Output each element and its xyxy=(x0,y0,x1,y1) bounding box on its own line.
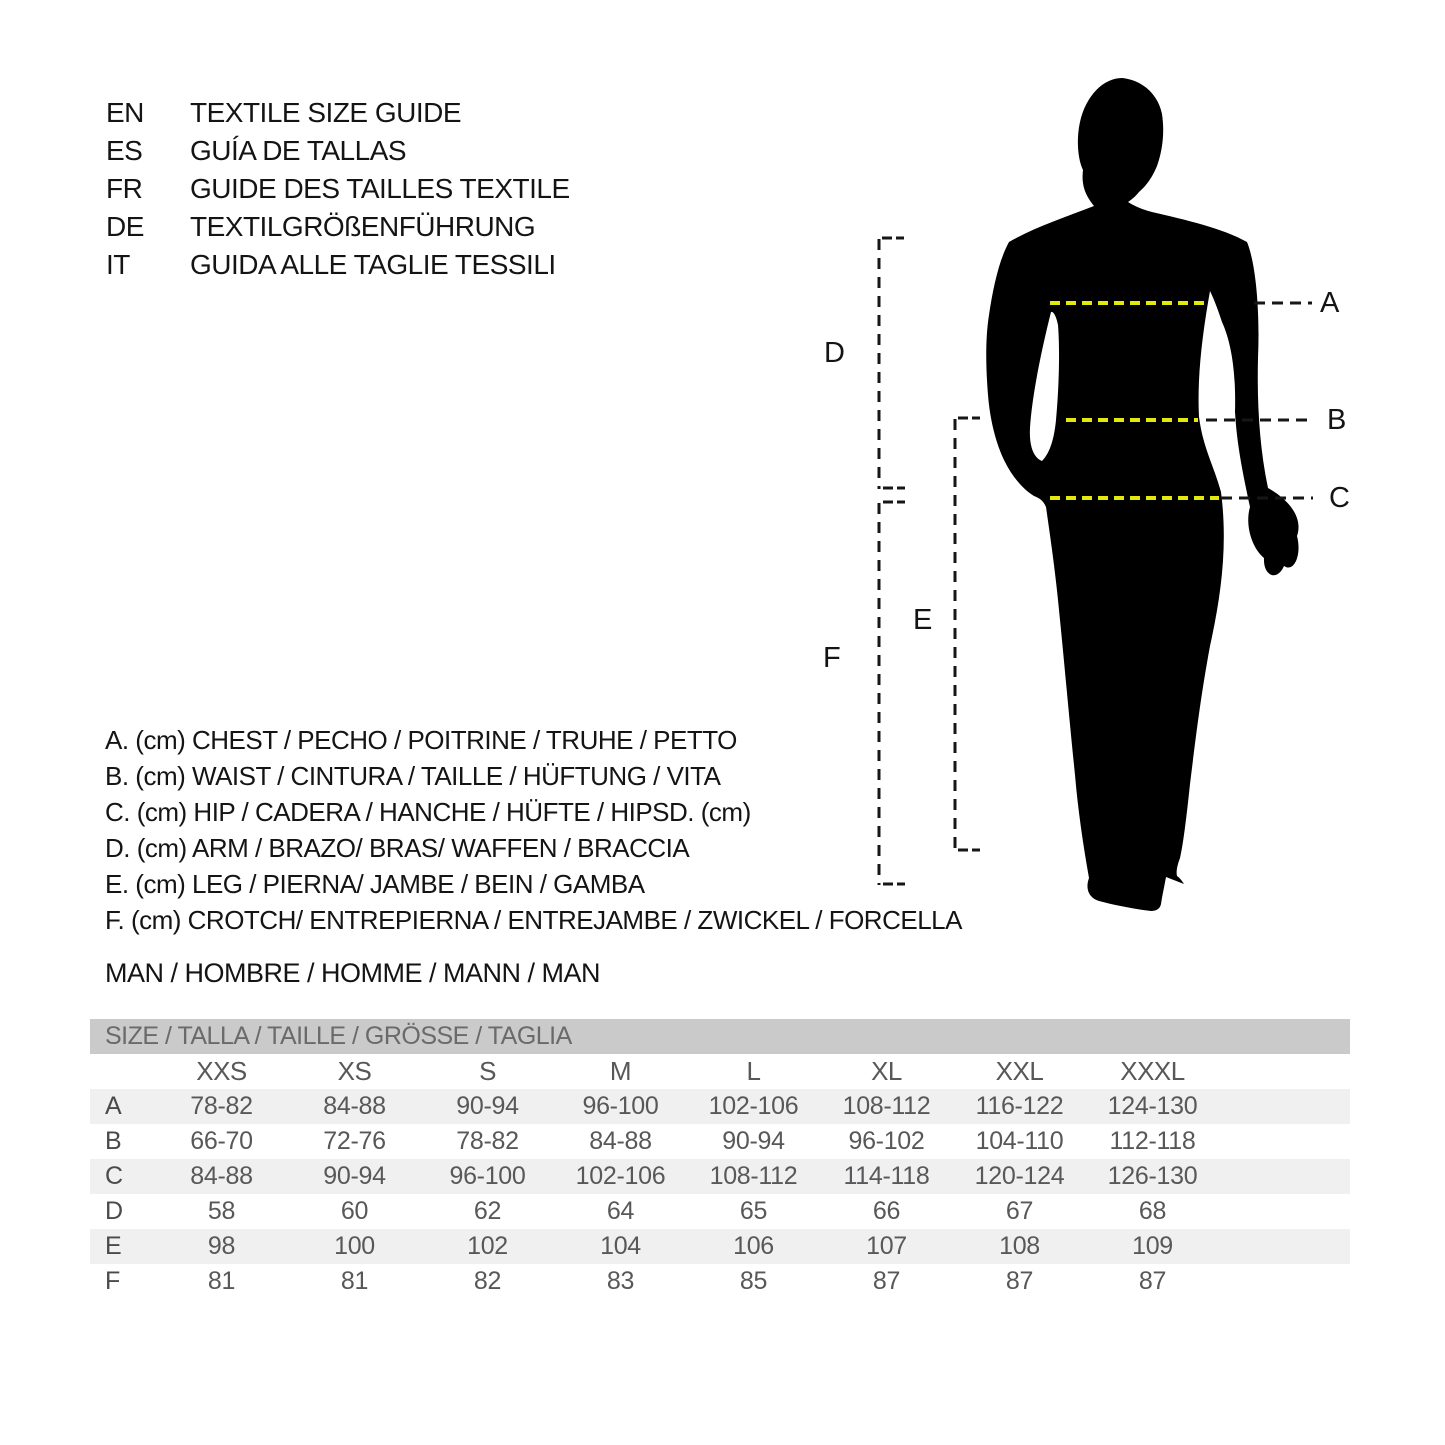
cell: 104-110 xyxy=(975,1127,1064,1155)
marker-e-leg: E xyxy=(913,604,932,636)
marker-a-chest: A xyxy=(1320,287,1339,319)
cell: 108-112 xyxy=(709,1162,798,1190)
cell: 102 xyxy=(467,1232,508,1260)
measurement-legend xyxy=(105,722,962,938)
language-title: GUÍA DE TALLAS xyxy=(190,135,407,166)
cell: 60 xyxy=(340,1197,369,1225)
cell: 78-82 xyxy=(190,1092,253,1120)
cell: 106 xyxy=(733,1232,774,1260)
cell: 114-118 xyxy=(843,1162,930,1190)
cell: 68 xyxy=(1138,1197,1167,1225)
cell: 96-102 xyxy=(848,1127,925,1155)
marker-c-hip: C xyxy=(1329,482,1350,514)
cell: 96-100 xyxy=(449,1162,526,1190)
column-header-l: L xyxy=(746,1056,761,1086)
row-label: B xyxy=(105,1127,122,1155)
size-table xyxy=(90,1019,1350,1299)
cell: 109 xyxy=(1132,1232,1173,1260)
cell: 126-130 xyxy=(1107,1162,1198,1190)
row-label: C xyxy=(105,1162,123,1190)
row-label: D xyxy=(105,1197,123,1225)
cell: 87 xyxy=(1005,1267,1034,1295)
cell: 98 xyxy=(207,1232,236,1260)
marker-b-waist: B xyxy=(1327,404,1346,436)
table-row-a-chest xyxy=(90,1089,1350,1124)
marker-f-crotch: F xyxy=(823,642,841,674)
cell: 102-106 xyxy=(575,1162,666,1190)
cell: 64 xyxy=(606,1197,635,1225)
cell: 90-94 xyxy=(456,1092,519,1120)
language-title: GUIDE DES TAILLES TEXTILE xyxy=(190,173,570,204)
language-code: FR xyxy=(106,173,143,204)
table-row-f-crotch xyxy=(90,1264,1350,1299)
table-row-c-hip xyxy=(90,1159,1350,1194)
cell: 84-88 xyxy=(190,1162,253,1190)
legend-item-hip: C. (cm) HIP / CADERA / HANCHE / HÜFTE / HIPSD. (cm) xyxy=(105,797,751,827)
cell: 72-76 xyxy=(323,1127,386,1155)
column-header-xl: XL xyxy=(871,1056,902,1086)
language-code: IT xyxy=(106,249,130,280)
table-row-d-arm xyxy=(90,1194,1350,1229)
legend-item-arm: D. (cm) ARM / BRAZO/ BRAS/ WAFFEN / BRACCIA xyxy=(105,833,690,863)
legend-item-crotch: F. (cm) CROTCH/ ENTREPIERNA / ENTREJAMBE / ZWICKEL / FORCELLA xyxy=(105,905,962,935)
legend-item-leg: E. (cm) LEG / PIERNA/ JAMBE / BEIN / GAMBA xyxy=(105,869,645,899)
cell: 58 xyxy=(207,1197,236,1225)
cell: 96-100 xyxy=(582,1092,659,1120)
cell: 112-118 xyxy=(1109,1127,1196,1155)
legend-item-chest: A. (cm) CHEST / PECHO / POITRINE / TRUHE / PETTO xyxy=(105,725,737,755)
cell: 85 xyxy=(739,1267,768,1295)
cell: 90-94 xyxy=(722,1127,785,1155)
cell: 84-88 xyxy=(589,1127,652,1155)
cell: 116-122 xyxy=(975,1092,1064,1120)
cell: 104 xyxy=(600,1232,641,1260)
row-label: F xyxy=(105,1267,120,1295)
cell: 124-130 xyxy=(1107,1092,1198,1120)
cell: 66 xyxy=(872,1197,901,1225)
cell: 87 xyxy=(1138,1267,1167,1295)
column-header-xxl: XXL xyxy=(995,1056,1044,1086)
cell: 82 xyxy=(473,1267,502,1295)
language-code: DE xyxy=(106,211,144,242)
cell: 84-88 xyxy=(323,1092,386,1120)
cell: 83 xyxy=(606,1267,635,1295)
table-row-b-waist xyxy=(90,1124,1350,1159)
legend-item-waist: B. (cm) WAIST / CINTURA / TAILLE / HÜFTUNG / VITA xyxy=(105,761,721,791)
cell: 78-82 xyxy=(456,1127,519,1155)
category-line-man: MAN / HOMBRE / HOMME / MANN / MAN xyxy=(105,958,601,988)
table-row-e-leg xyxy=(90,1229,1350,1264)
size-table-header: SIZE / TALLA / TAILLE / GRÖSSE / TAGLIA xyxy=(90,1019,1350,1054)
cell: 120-124 xyxy=(974,1162,1065,1190)
cell: 66-70 xyxy=(190,1127,253,1155)
cell: 65 xyxy=(739,1197,768,1225)
column-header-s: S xyxy=(479,1056,496,1086)
cell: 67 xyxy=(1005,1197,1034,1225)
language-title: TEXTILE SIZE GUIDE xyxy=(190,97,462,128)
language-code: ES xyxy=(106,135,143,166)
cell: 107 xyxy=(866,1232,907,1260)
cell: 108 xyxy=(999,1232,1040,1260)
marker-d-arm: D xyxy=(824,337,845,369)
cell: 62 xyxy=(473,1197,502,1225)
cell: 100 xyxy=(334,1232,375,1260)
row-label: A xyxy=(105,1092,122,1120)
language-code: EN xyxy=(106,97,144,128)
column-header-xxxl: XXXL xyxy=(1120,1056,1185,1086)
cell: 81 xyxy=(207,1267,236,1295)
cell: 90-94 xyxy=(323,1162,386,1190)
row-label: E xyxy=(105,1232,122,1260)
column-header-xs: XS xyxy=(337,1056,372,1086)
cell: 108-112 xyxy=(842,1092,931,1120)
column-header-m: M xyxy=(609,1056,632,1086)
cell: 102-106 xyxy=(708,1092,799,1120)
cell: 81 xyxy=(340,1267,369,1295)
language-title: TEXTILGRÖßENFÜHRUNG xyxy=(190,211,536,242)
man-silhouette xyxy=(986,78,1298,911)
size-table-column-header-row xyxy=(90,1054,1350,1089)
column-header-xxs: XXS xyxy=(196,1056,247,1086)
cell: 87 xyxy=(872,1267,901,1295)
language-title: GUIDA ALLE TAGLIE TESSILI xyxy=(190,249,556,280)
